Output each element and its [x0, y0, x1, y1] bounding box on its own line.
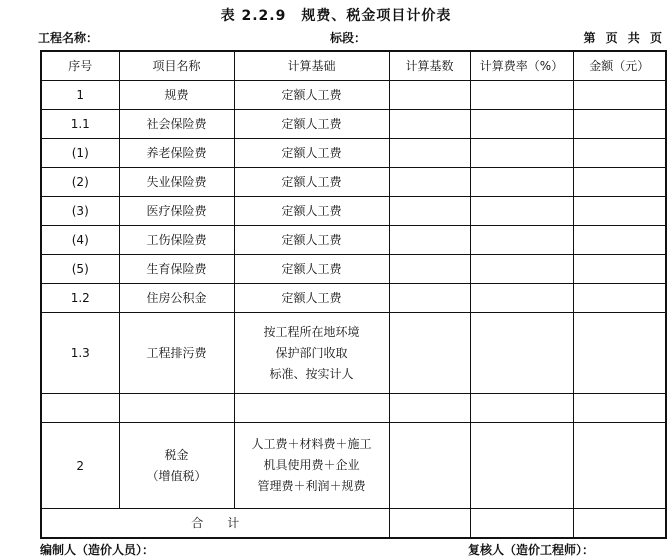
table-row: [41, 284, 666, 313]
row-base-amount: [389, 255, 470, 284]
row-name: 失业保险费: [119, 168, 234, 197]
row-basis: 定额人工费: [234, 168, 389, 197]
table-row: [41, 423, 666, 509]
table-row: [41, 313, 666, 394]
row-base-amount: [389, 168, 470, 197]
row-amount: [573, 394, 666, 423]
basis-line: 按工程所在地环境: [263, 324, 360, 339]
row-no: 2: [41, 423, 119, 509]
row-basis: 定额人工费: [234, 284, 389, 313]
table-row: [41, 81, 666, 110]
row-rate: [470, 81, 573, 110]
total-amount: [573, 509, 666, 539]
total-row: [41, 509, 666, 539]
row-no: (1): [41, 139, 119, 168]
page-count-label: 第 页 共 页: [583, 31, 662, 45]
row-amount: [573, 168, 666, 197]
table-row: [41, 226, 666, 255]
total-label: 合 计: [41, 509, 389, 539]
row-amount: [573, 197, 666, 226]
row-amount: [573, 139, 666, 168]
table-title: 表 2.2.9 规费、税金项目计价表: [220, 8, 452, 24]
row-basis: 定额人工费: [234, 226, 389, 255]
row-rate: [470, 394, 573, 423]
row-base-amount: [389, 226, 470, 255]
row-no: (3): [41, 197, 119, 226]
basis-line: 保护部门收取: [275, 345, 348, 360]
col-header-base-amount: 计算基数: [389, 51, 470, 81]
row-rate: [470, 423, 573, 509]
row-name: 规费: [119, 81, 234, 110]
row-name: 生育保险费: [119, 255, 234, 284]
table-row: [41, 168, 666, 197]
basis-line: 人工费＋材料费＋施工: [251, 437, 372, 451]
row-no: 1: [41, 81, 119, 110]
row-name: 养老保险费: [119, 139, 234, 168]
fee-tax-table: [40, 50, 667, 539]
row-basis: 定额人工费: [234, 110, 389, 139]
row-name: 社会保险费: [119, 110, 234, 139]
section-label: 标段：: [330, 31, 367, 45]
row-rate: [470, 226, 573, 255]
col-header-rate: 计算费率（%）: [470, 51, 573, 81]
row-amount: [573, 313, 666, 394]
col-header-name: 项目名称: [119, 51, 234, 81]
project-name-label: 工程名称：: [38, 31, 99, 45]
table-row: [41, 255, 666, 284]
reviewed-by-label: 复核人（造价工程师）：: [468, 543, 595, 557]
row-basis: [234, 313, 389, 394]
row-rate: [470, 168, 573, 197]
row-no: (4): [41, 226, 119, 255]
total-base-amount: [389, 509, 470, 539]
row-no: 1.1: [41, 110, 119, 139]
row-base-amount: [389, 197, 470, 226]
row-no: (5): [41, 255, 119, 284]
row-base-amount: [389, 139, 470, 168]
row-rate: [470, 255, 573, 284]
row-no: 1.2: [41, 284, 119, 313]
row-no: (2): [41, 168, 119, 197]
col-header-amount: 金额（元）: [573, 51, 666, 81]
name-line: （增值税）: [146, 468, 207, 483]
row-basis: 定额人工费: [234, 255, 389, 284]
basis-line: 标准、按实计人: [269, 366, 354, 381]
row-amount: [573, 110, 666, 139]
row-name: [119, 394, 234, 423]
row-rate: [470, 313, 573, 394]
total-rate: [470, 509, 573, 539]
row-rate: [470, 197, 573, 226]
row-name: 工伤保险费: [119, 226, 234, 255]
row-base-amount: [389, 313, 470, 394]
row-basis: [234, 394, 389, 423]
table-header-row: [41, 51, 666, 81]
row-base-amount: [389, 110, 470, 139]
row-basis: 定额人工费: [234, 81, 389, 110]
table-row: [41, 197, 666, 226]
col-header-no: 序号: [41, 51, 119, 81]
row-basis: 定额人工费: [234, 139, 389, 168]
basis-line: 机具使用费＋企业: [263, 458, 360, 472]
basis-line: 管理费＋利润＋规费: [257, 479, 366, 493]
row-rate: [470, 139, 573, 168]
row-rate: [470, 284, 573, 313]
row-basis: [234, 423, 389, 509]
row-base-amount: [389, 81, 470, 110]
row-no: [41, 394, 119, 423]
row-name: 医疗保险费: [119, 197, 234, 226]
row-base-amount: [389, 394, 470, 423]
row-base-amount: [389, 423, 470, 509]
table-row: [41, 110, 666, 139]
row-amount: [573, 255, 666, 284]
row-rate: [470, 110, 573, 139]
prepared-by-label: 编制人（造价人员）：: [40, 543, 155, 557]
row-name: [119, 423, 234, 509]
name-line: 税金: [164, 447, 189, 462]
row-name: 工程排污费: [119, 313, 234, 394]
row-amount: [573, 226, 666, 255]
row-amount: [573, 284, 666, 313]
table-row: [41, 139, 666, 168]
row-basis: 定额人工费: [234, 197, 389, 226]
row-amount: [573, 81, 666, 110]
row-no: 1.3: [41, 313, 119, 394]
row-amount: [573, 423, 666, 509]
table-row-blank: [41, 394, 666, 423]
row-name: 住房公积金: [119, 284, 234, 313]
row-base-amount: [389, 284, 470, 313]
col-header-basis: 计算基础: [234, 51, 389, 81]
